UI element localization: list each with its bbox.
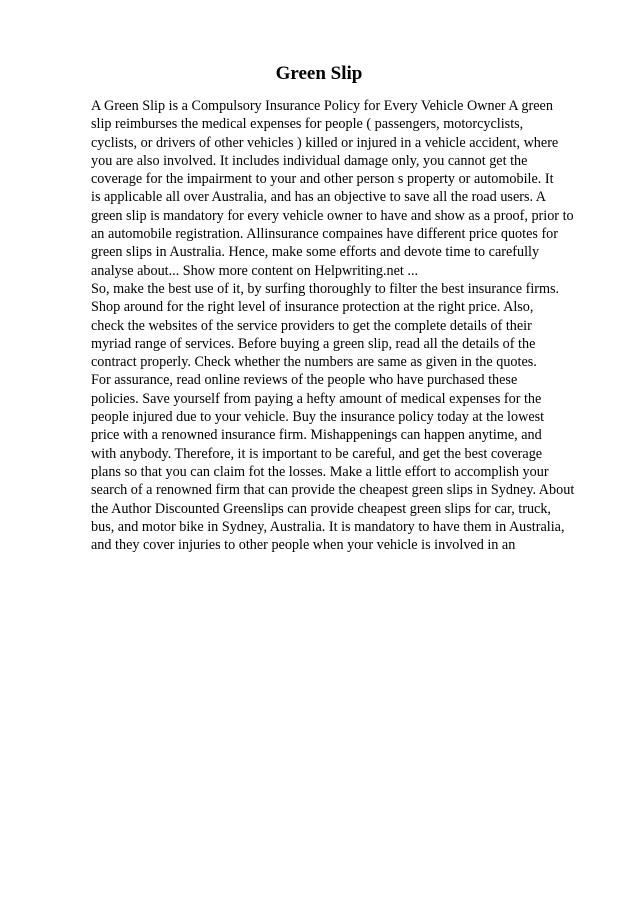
body-line: with anybody. Therefore, it is important to be careful, and get the best coverage <box>91 445 543 462</box>
body-line: bus, and motor bike in Sydney, Australia. It is mandatory to have them in Australia, <box>91 518 565 535</box>
body-line: For assurance, read online reviews of the people who have purchased these <box>91 372 518 389</box>
body-line: search of a renowned firm that can provide the cheapest green slips in Sydney. About <box>91 482 575 499</box>
body-line: price with a renowned insurance firm. Mishappenings can happen anytime, and <box>91 427 542 444</box>
document-body <box>91 97 591 554</box>
body-line: So, make the best use of it, by surfing thoroughly to filter the best insurance firms. <box>91 280 560 297</box>
body-line: you are also involved. It includes individual damage only, you cannot get the <box>91 152 528 169</box>
body-line: the Author Discounted Greenslips can provide cheapest green slips for car, truck, <box>91 500 551 517</box>
show-more-line: analyse about... Show more content on Helpwriting.net ... <box>91 262 419 279</box>
body-line: plans so that you can claim fot the losses. Make a little effort to accomplish your <box>91 463 549 480</box>
body-line: slip reimburses the medical expenses for people ( passengers, motorcyclists, <box>91 116 524 133</box>
body-line: A Green Slip is a Compulsory Insurance Policy for Every Vehicle Owner A green <box>91 98 553 114</box>
document-title: Green Slip <box>275 63 363 84</box>
body-line: myriad range of services. Before buying a green slip, read all the details of the <box>91 335 536 352</box>
body-line: people injured due to your vehicle. Buy the insurance policy today at the lowest <box>91 409 545 426</box>
body-line: policies. Save yourself from paying a hefty amount of medical expenses for the <box>91 390 542 407</box>
body-line: coverage for the impairment to your and other person s property or automobile. It <box>91 171 554 188</box>
body-line: and they cover injuries to other people when your vehicle is involved in an <box>91 537 516 554</box>
body-line: green slips in Australia. Hence, make some efforts and devote time to carefully <box>91 244 540 261</box>
body-line: check the websites of the service providers to get the complete details of their <box>91 317 532 334</box>
body-line: cyclists, or drivers of other vehicles ) killed or injured in a vehicle accident, where <box>91 134 559 151</box>
body-line: is applicable all over Australia, and has an objective to save all the road users. A <box>91 189 547 206</box>
body-line: contract properly. Check whether the numbers are same as given in the quotes. <box>91 354 537 371</box>
body-line: an automobile registration. Allinsurance compaines have different price quotes for <box>91 226 558 243</box>
body-line: green slip is mandatory for every vehicle owner to have and show as a proof, prior to <box>91 207 574 224</box>
body-line: Shop around for the right level of insurance protection at the right price. Also, <box>91 299 534 316</box>
